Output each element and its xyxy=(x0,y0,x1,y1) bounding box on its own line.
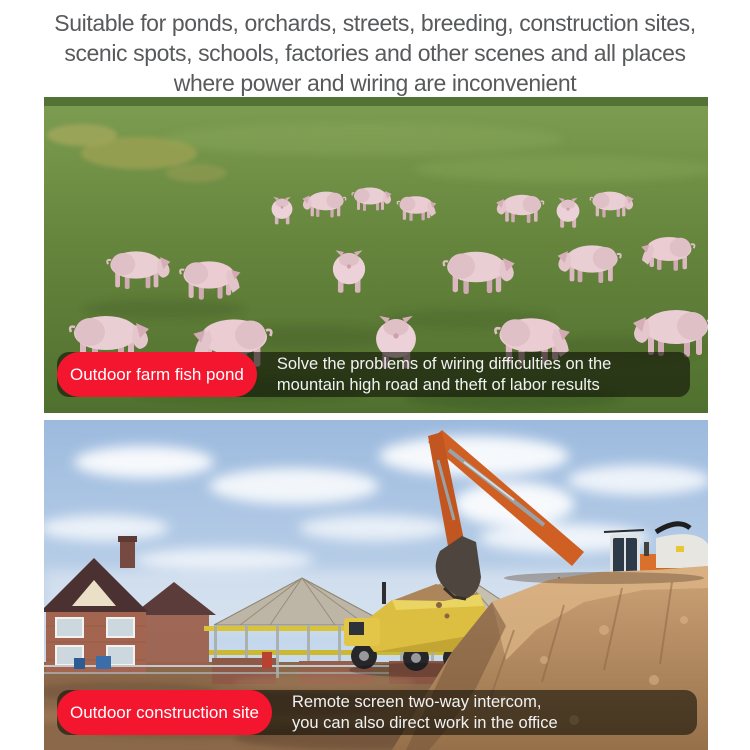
farm-photo-section xyxy=(44,97,708,413)
farm-caption-line-2: mountain high road and theft of labor results xyxy=(276,375,600,394)
construction-caption-bar xyxy=(57,690,697,735)
construction-photo-section xyxy=(44,420,708,750)
title-line-2: scenic spots, schools, factories and other scenes and all places xyxy=(64,40,686,66)
title-line-1: Suitable for ponds, orchards, streets, breeding, construction sites, xyxy=(54,10,696,36)
construction-caption-text xyxy=(272,692,558,733)
farm-caption-line-1: Solve the problems of wiring difficulties on the xyxy=(276,355,612,373)
construction-caption-line-1: Remote screen two-way intercom, xyxy=(291,693,542,711)
farm-caption-text xyxy=(257,354,611,395)
farm-caption-bar xyxy=(57,352,690,397)
farm-label-pill: Outdoor farm fish pond xyxy=(57,352,257,397)
construction-label-pill: Outdoor construction site xyxy=(57,690,272,735)
construction-caption-line-2: you can also direct work in the office xyxy=(291,713,558,732)
page-title xyxy=(0,8,750,98)
title-line-3: where power and wiring are inconvenient xyxy=(173,70,577,96)
